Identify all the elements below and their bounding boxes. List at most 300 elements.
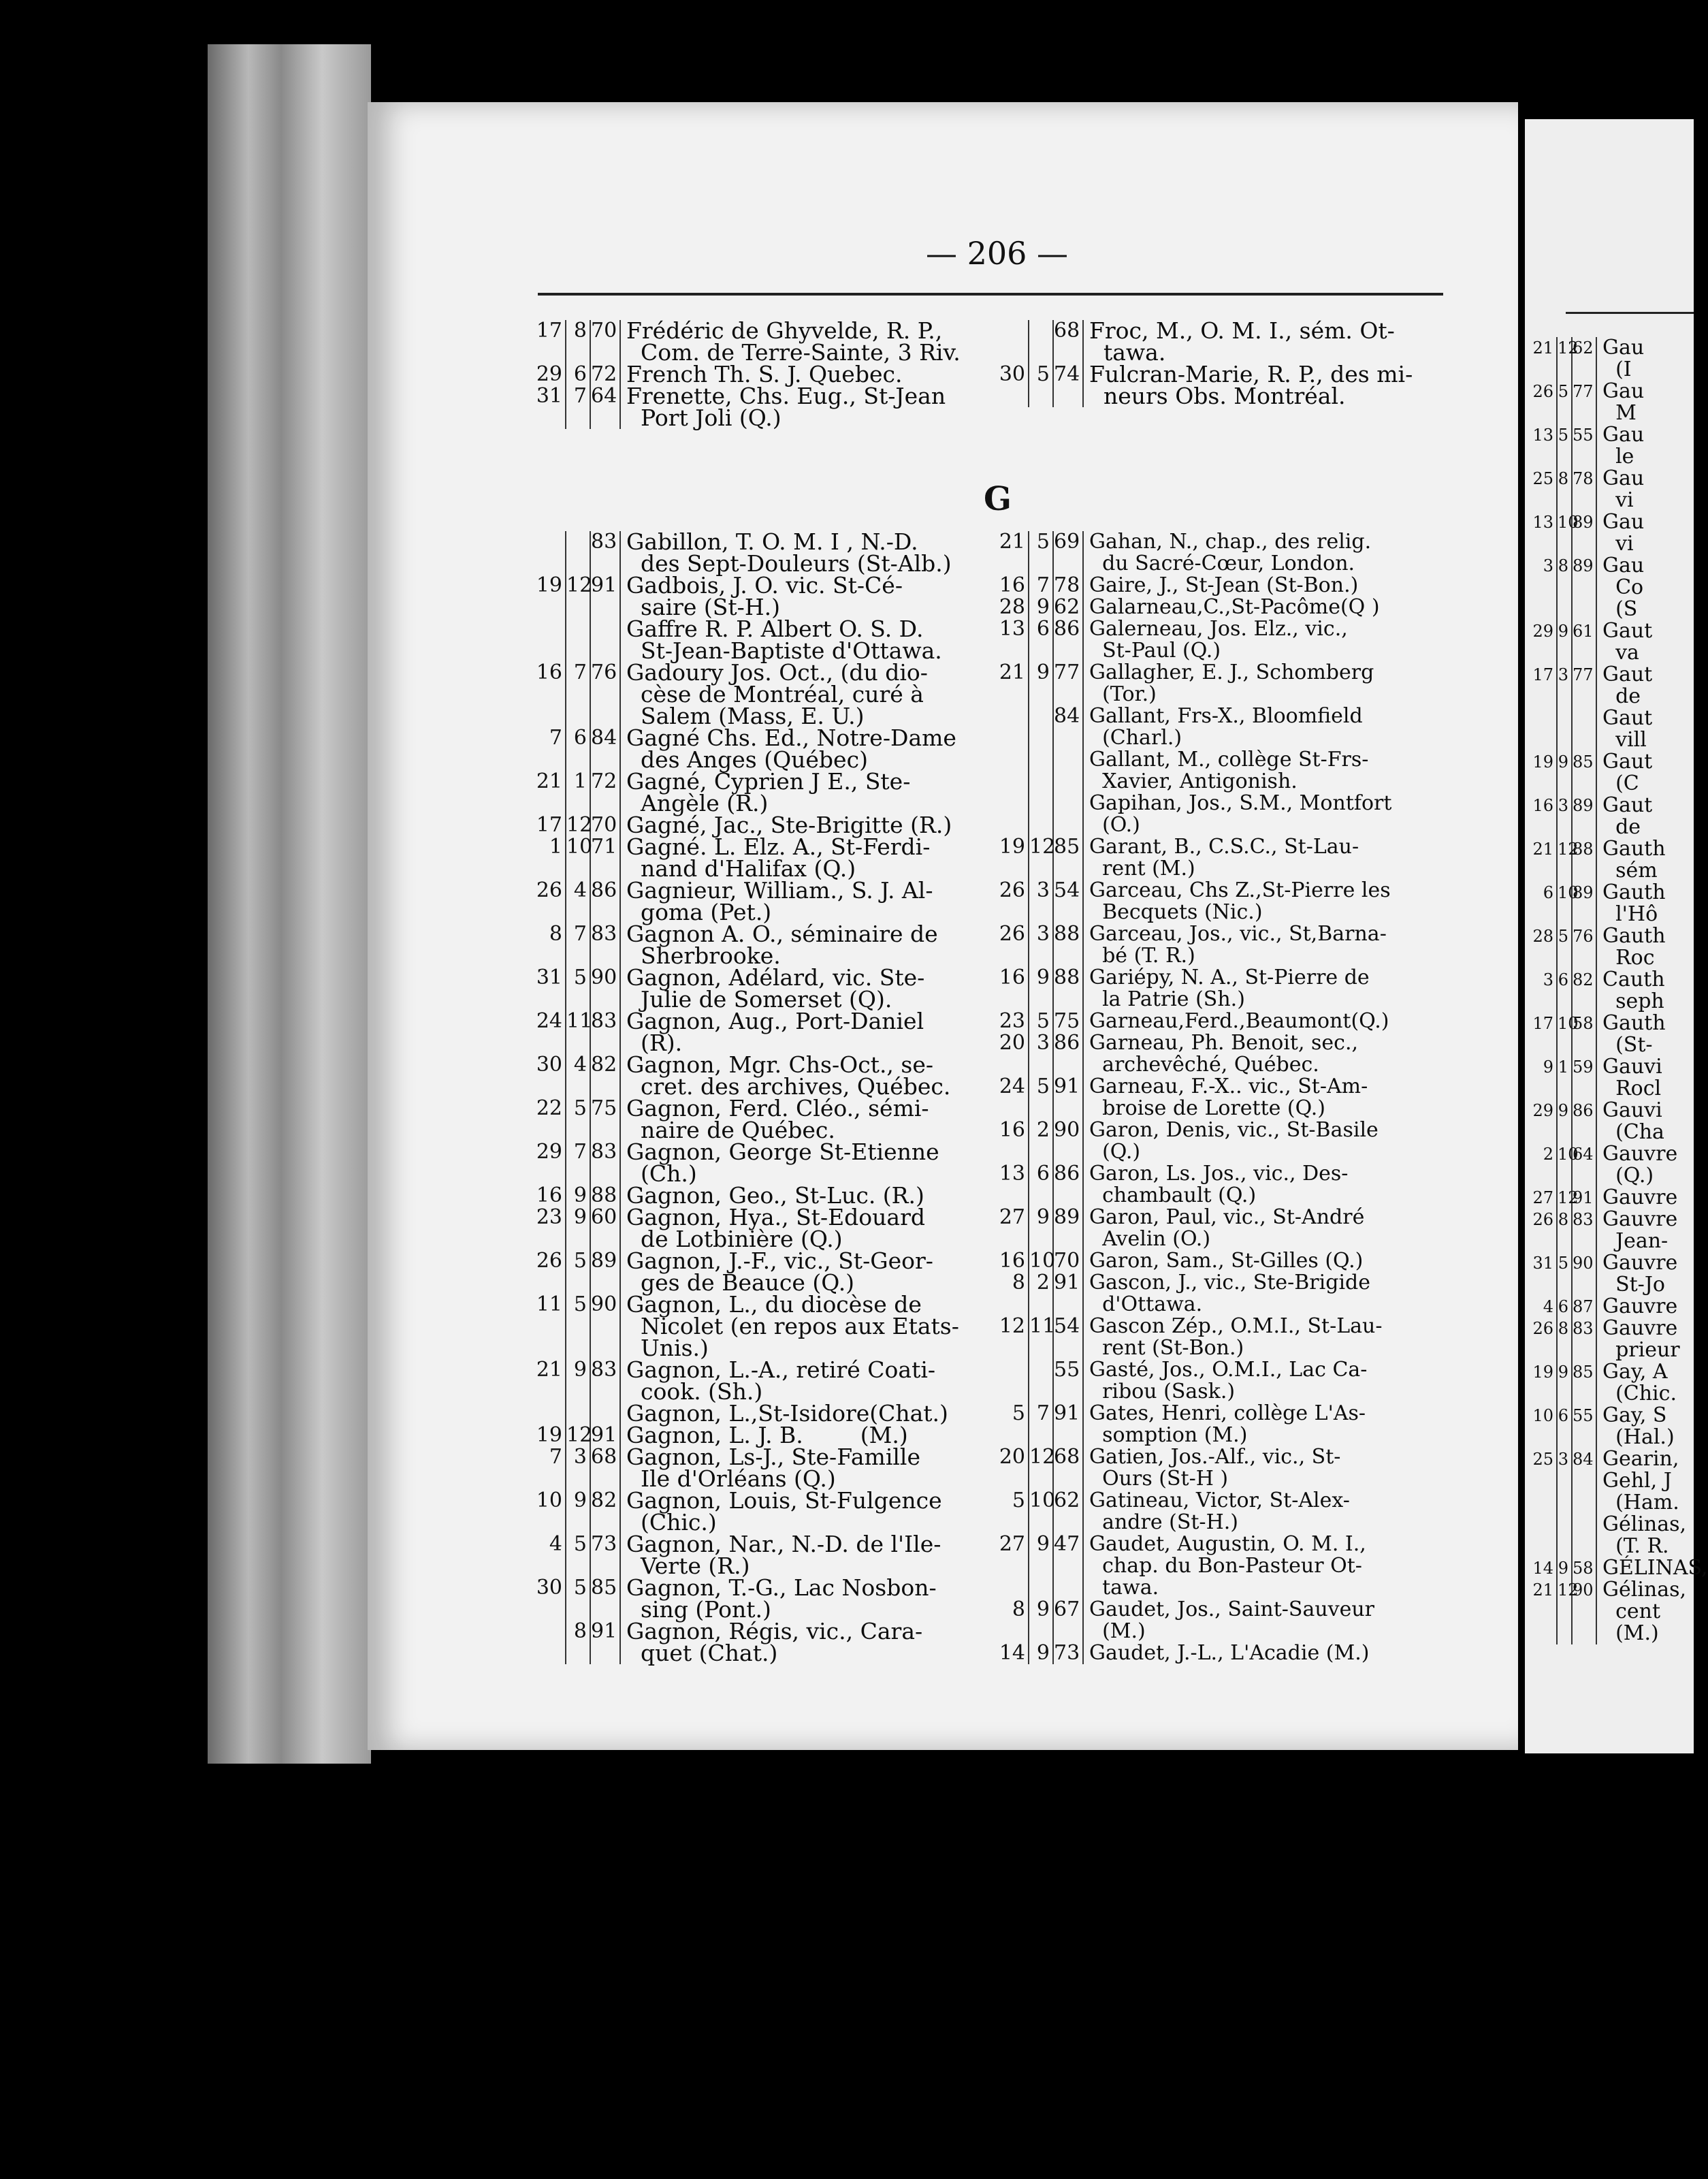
entry-year: 85: [1573, 1361, 1597, 1405]
entry-line: vi: [1602, 532, 1634, 556]
entry-text: [1597, 1557, 1708, 1579]
register-entry: [994, 749, 1391, 793]
entry-month: 9: [566, 1185, 591, 1207]
header-rule-next-page: [1566, 312, 1694, 314]
entry-year: 62: [1573, 337, 1597, 381]
entry-month: 6: [566, 727, 591, 771]
entry-line: Galerneau, Jos. Elz., vic.,: [1089, 617, 1348, 641]
entry-month: 9: [1558, 1361, 1573, 1405]
register-entry: [1532, 1318, 1708, 1361]
entry-line: (Ham.: [1602, 1491, 1679, 1514]
entry-line: Gaire, J., St-Jean (St-Bon.): [1089, 573, 1359, 597]
register-entry: [531, 727, 959, 771]
entry-line: Angèle (R.): [626, 790, 769, 816]
entry-line: Gauth: [1602, 837, 1666, 861]
entry-month: 3: [1029, 1032, 1054, 1076]
entry-text: [621, 1051, 951, 1100]
entry-text: [1084, 1250, 1363, 1272]
entry-year: 85: [1054, 836, 1084, 880]
entry-year: 78: [1054, 575, 1084, 597]
register-entry: [531, 1446, 959, 1490]
entry-day: 4: [531, 1533, 566, 1577]
entry-year: 78: [1573, 468, 1597, 511]
entry-day: 10: [1532, 1405, 1558, 1448]
entry-day: 28: [994, 597, 1029, 618]
entry-text: [621, 1446, 920, 1490]
entry-month: [1029, 320, 1054, 364]
entry-text: [621, 1204, 926, 1252]
entry-line: Xavier, Antigonish.: [1089, 769, 1298, 793]
entry-month: 9: [1558, 751, 1573, 795]
entry-text: [1597, 1514, 1686, 1557]
entry-line: chap. du Bon-Pasteur Ot-: [1089, 1554, 1362, 1578]
register-entry: [994, 662, 1391, 705]
entry-day: 29: [531, 1141, 566, 1185]
register-entry: [1532, 751, 1708, 795]
entry-text: [1084, 1272, 1370, 1316]
entry-year: 89: [591, 1250, 621, 1294]
entry-year: 73: [1054, 1642, 1084, 1664]
entry-year: [591, 618, 621, 662]
entry-text: [621, 1574, 937, 1623]
entry-line: Gay, A: [1602, 1360, 1668, 1384]
entry-line: Becquets (Nic.): [1089, 900, 1263, 924]
entry-month: 8: [566, 320, 591, 364]
entry-year: 82: [591, 1490, 621, 1533]
entry-line: Gaudet, Augustin, O. M. I.,: [1089, 1532, 1366, 1556]
entry-month: 12: [1558, 1579, 1573, 1644]
entry-text: [1597, 555, 1644, 620]
register-entry: [994, 1446, 1391, 1490]
entry-line: sém: [1602, 859, 1658, 882]
entry-text: [1084, 1119, 1379, 1163]
entry-line: Garneau, F.-X.. vic., St-Am-: [1089, 1075, 1368, 1098]
entry-line: (Q.): [1089, 1140, 1141, 1164]
entry-month: 10: [1558, 1143, 1573, 1187]
entry-line: vill: [1602, 728, 1647, 752]
entry-line: Gau: [1602, 554, 1645, 577]
entry-line: cèse de Montréal, curé à: [626, 681, 924, 707]
entry-line: Gauth: [1602, 880, 1666, 904]
entry-month: 3: [1029, 880, 1054, 923]
entry-text: [621, 923, 938, 967]
register-entry: [994, 317, 1413, 366]
entry-line: de: [1602, 684, 1641, 708]
entry-text: [1597, 1209, 1677, 1252]
entry-year: 83: [591, 1141, 621, 1185]
entry-text: [1084, 1207, 1364, 1250]
entry-day: 21: [994, 531, 1029, 575]
entry-month: 6: [1029, 618, 1054, 662]
entry-year: 85: [591, 1577, 621, 1621]
entry-line: Gagné. L. Elz. A., St-Ferdi-: [626, 833, 931, 860]
register-entry: [531, 1008, 959, 1056]
entry-line: Garon, Sam., St-Gilles (Q.): [1089, 1249, 1364, 1273]
entry-text: [1597, 925, 1666, 969]
entry-year: 70: [591, 814, 621, 836]
entry-year: [1054, 749, 1084, 793]
entry-day: 26: [531, 1250, 566, 1294]
entry-month: 5: [566, 1098, 591, 1141]
register-entry: [531, 1574, 959, 1623]
entry-line: Gauth: [1602, 1011, 1666, 1035]
entry-line: Gadbois, J. O. vic. St-Cé-: [626, 572, 903, 599]
entry-month: 6: [1558, 1405, 1573, 1448]
entry-year: 77: [1573, 381, 1597, 424]
entry-day: 3: [1532, 555, 1558, 620]
entry-line: cret. des archives, Québec.: [626, 1073, 951, 1100]
entry-line: de: [1602, 815, 1641, 839]
entry-day: 21: [1532, 1579, 1558, 1644]
entry-line: rent (M.): [1089, 857, 1195, 880]
entry-line: du Sacré-Cœur, London.: [1089, 552, 1355, 575]
register-entry: [994, 967, 1391, 1011]
entry-day: 13: [994, 618, 1029, 662]
entry-text: [1597, 1252, 1677, 1296]
entry-month: 9: [566, 1490, 591, 1533]
entry-day: 21: [531, 1359, 566, 1403]
entry-line: (St-: [1602, 1033, 1653, 1057]
entry-day: 4: [1532, 1296, 1558, 1318]
register-entry: [994, 1163, 1391, 1207]
entry-day: 19: [1532, 1361, 1558, 1405]
entry-line: Gapihan, Jos., S.M., Montfort: [1089, 791, 1392, 815]
entry-line: andre (St-H.): [1089, 1510, 1238, 1534]
register-entry: [531, 1141, 959, 1185]
entry-day: [994, 1359, 1029, 1403]
entry-day: 17: [1532, 664, 1558, 707]
entry-year: 62: [1054, 597, 1084, 618]
entry-year: 88: [1054, 967, 1084, 1011]
register-entry: [994, 705, 1391, 749]
entry-line: Gaut: [1602, 619, 1653, 643]
entry-month: 10: [1029, 1249, 1056, 1273]
entry-text: [1084, 361, 1413, 409]
register-entry: [531, 964, 959, 1013]
entry-year: 77: [1573, 664, 1597, 707]
entry-line: Gagné, Cyprien J E., Ste-: [626, 768, 911, 795]
entry-month: 12: [1558, 1188, 1579, 1207]
entry-line: Frédéric de Ghyvelde, R. P.,: [626, 317, 943, 344]
entry-line: prieur: [1602, 1338, 1680, 1362]
entry-year: 76: [591, 662, 621, 727]
entry-text: [1084, 1490, 1350, 1533]
entry-day: 19: [531, 1425, 566, 1446]
entry-text: [621, 1618, 923, 1666]
entry-day: 16: [994, 967, 1029, 1011]
entry-line: Gauth: [1602, 924, 1666, 948]
entry-text: [1084, 317, 1395, 366]
entry-day: 16: [1532, 795, 1558, 838]
entry-day: 21: [531, 771, 566, 814]
entry-day: 13: [994, 1163, 1029, 1207]
entry-text: [1597, 795, 1652, 838]
entry-text: [1597, 664, 1652, 707]
entry-day: 29: [1532, 620, 1558, 664]
entry-month: 9: [1029, 1642, 1054, 1664]
register-entry: [994, 1207, 1391, 1250]
entry-line: bé (T. R.): [1089, 944, 1195, 968]
entry-day: 26: [994, 880, 1029, 923]
entry-line: Gallagher, E. J., Schomberg: [1089, 661, 1374, 684]
entry-day: [994, 749, 1029, 793]
entry-day: 23: [994, 1011, 1029, 1032]
register-entry: [531, 1051, 959, 1100]
entry-line: Rocl: [1602, 1077, 1662, 1100]
entry-month: [1029, 793, 1054, 836]
entry-line: Gagnon, Mgr. Chs-Oct., se-: [626, 1051, 934, 1078]
register-entry: [994, 1011, 1391, 1032]
entry-day: 9: [1532, 1056, 1558, 1100]
entry-day: 19: [994, 836, 1029, 880]
entry-month: 12: [1029, 836, 1054, 880]
entry-text: [1597, 1448, 1679, 1470]
entry-year: 68: [1054, 1446, 1084, 1490]
entry-text: [621, 1533, 941, 1577]
entry-text: [1597, 838, 1666, 882]
register-entry: [994, 1250, 1391, 1272]
entry-month: 8: [1558, 468, 1573, 511]
entry-text: [621, 877, 933, 925]
entry-day: 5: [994, 1403, 1029, 1446]
register-entry: [994, 793, 1391, 836]
entry-line: Gates, Henri, collège L'As-: [1089, 1401, 1366, 1425]
entry-year: 89: [1573, 511, 1597, 555]
register-entry: [994, 1533, 1391, 1599]
register-entry: [531, 1247, 959, 1296]
register-entry: [994, 836, 1391, 880]
register-entry: [531, 833, 959, 882]
entry-line: Gagnon, Geo., St-Luc. (R.): [626, 1182, 924, 1209]
entry-line: rent (St-Bon.): [1089, 1336, 1244, 1360]
entry-line: Avelin (O.): [1089, 1227, 1211, 1251]
entry-text: [621, 528, 952, 577]
entry-year: 73: [591, 1533, 621, 1577]
entry-text: [1084, 793, 1391, 836]
entry-day: 26: [1532, 1318, 1558, 1361]
book-page-edges: [208, 44, 371, 1764]
entry-month: 10: [1029, 1490, 1054, 1533]
entry-text: [621, 618, 942, 662]
page-number: — 206 —: [926, 235, 1069, 272]
entry-line: ribou (Sask.): [1089, 1380, 1236, 1403]
entry-line: (T. R.: [1602, 1534, 1669, 1558]
register-entry: [531, 528, 959, 577]
entry-text: [621, 659, 928, 729]
entry-text: [621, 317, 961, 366]
entry-line: Gauvre: [1602, 1186, 1678, 1209]
register-entry: [1532, 1100, 1708, 1143]
entry-day: 17: [531, 320, 566, 364]
register-entry: [1532, 1514, 1708, 1557]
register-entry: [1532, 381, 1708, 424]
entry-month: [1029, 749, 1054, 793]
entry-line: nand d'Halifax (Q.): [626, 855, 856, 882]
entry-text: [1084, 1163, 1348, 1207]
entry-year: 83: [1573, 1318, 1597, 1361]
entry-day: [1532, 1514, 1558, 1557]
entry-line: Gaut: [1602, 793, 1653, 817]
entry-line: Gagnon, Aug., Port-Daniel: [626, 1008, 924, 1034]
entry-month: 5: [1558, 1252, 1573, 1296]
entry-line: Garneau, Ph. Benoit, sec.,: [1089, 1031, 1359, 1055]
entry-line: M: [1602, 401, 1637, 425]
entry-line: Gau: [1602, 379, 1645, 403]
register-entry: [1532, 664, 1708, 707]
entry-text: [1597, 511, 1644, 555]
entry-month: [1558, 707, 1573, 751]
entry-month: 3: [1029, 923, 1054, 967]
entry-day: 29: [531, 364, 566, 385]
entry-text: [1597, 1470, 1679, 1514]
entry-text: [621, 1356, 936, 1405]
entry-text: [1084, 1533, 1366, 1599]
entry-line: (Chic.): [626, 1509, 717, 1536]
entry-text: [621, 1291, 959, 1361]
entry-day: 20: [994, 1032, 1029, 1076]
entry-day: 8: [994, 1272, 1029, 1316]
register-entry: [1532, 1579, 1708, 1644]
entry-month: 10: [1558, 1013, 1573, 1056]
entry-line: broise de Lorette (Q.): [1089, 1096, 1325, 1120]
entry-text: [1597, 707, 1652, 751]
entry-line: (S: [1602, 597, 1638, 621]
entry-line: Frenette, Chs. Eug., St-Jean: [626, 383, 946, 409]
entry-month: 5: [566, 1250, 591, 1294]
entry-month: 9: [1029, 1599, 1054, 1642]
entry-line: Ile d'Orléans (Q.): [626, 1465, 836, 1492]
entry-line: Gaut: [1602, 750, 1653, 774]
entry-year: 77: [1054, 662, 1084, 705]
entry-line: Gascon, J., vic., Ste-Brigide: [1089, 1271, 1370, 1294]
entry-month: 11: [1029, 1316, 1054, 1359]
entry-line: des Anges (Québec): [626, 746, 868, 773]
entry-line: Gauvre: [1602, 1316, 1678, 1340]
register-entry: [1532, 1470, 1708, 1514]
entry-year: 60: [591, 1207, 621, 1250]
entry-month: 6: [1558, 1296, 1573, 1318]
register-entry: [1532, 511, 1708, 555]
entry-day: 22: [531, 1098, 566, 1141]
entry-line: Gauvre: [1602, 1294, 1678, 1318]
entry-year: 87: [1573, 1296, 1597, 1318]
register-entry: [994, 880, 1391, 923]
entry-year: 55: [1573, 1405, 1597, 1448]
entry-line: Ours (St-H ): [1089, 1467, 1229, 1491]
entry-day: 25: [1532, 468, 1558, 511]
entry-line: quet (Chat.): [626, 1640, 778, 1666]
entry-line: Nicolet (en repos aux Etats-: [626, 1313, 959, 1339]
entry-line: naire de Québec.: [626, 1117, 835, 1143]
register-entry: [531, 1618, 959, 1666]
entry-text: [1597, 620, 1652, 664]
register-entry: [1532, 1557, 1708, 1579]
entry-month: [566, 531, 591, 575]
entry-line: (M.): [1602, 1621, 1659, 1645]
entry-text: [1597, 468, 1644, 511]
register-entry: [1532, 1448, 1708, 1470]
entry-day: 19: [531, 575, 566, 618]
entry-line: Gascon Zép., O.M.I., St-Lau-: [1089, 1314, 1383, 1338]
entry-text: [1084, 880, 1391, 923]
entry-text: [621, 727, 956, 771]
entry-day: 26: [1532, 1209, 1558, 1252]
entry-month: 5: [1029, 364, 1054, 407]
entry-year: [1573, 1470, 1597, 1514]
entry-year: 68: [1054, 320, 1084, 364]
register-entry: [1532, 1252, 1708, 1296]
entry-line: St-Jo: [1602, 1273, 1665, 1297]
register-entry: [1532, 1361, 1708, 1405]
entry-line: Gatien, Jos.-Alf., vic., St-: [1089, 1445, 1341, 1469]
entry-month: 8: [1558, 1318, 1573, 1361]
register-entry: [531, 768, 959, 816]
entry-year: 54: [1054, 880, 1084, 923]
entry-text: [1084, 1316, 1382, 1359]
register-entry: [1532, 337, 1708, 381]
entry-text: [1084, 923, 1387, 967]
entry-text: [621, 1095, 929, 1143]
entry-line: Co: [1602, 575, 1644, 599]
entry-year: 59: [1573, 1056, 1597, 1100]
entry-year: 84: [1054, 705, 1084, 749]
entry-line: Garceau, Chs Z.,St-Pierre les: [1089, 878, 1391, 902]
entry-month: 5: [566, 1577, 591, 1621]
entry-text: [1084, 1403, 1366, 1446]
entry-day: 11: [531, 1294, 566, 1359]
entry-day: 30: [531, 1577, 566, 1621]
entry-line: Gauvi: [1602, 1055, 1662, 1079]
entry-day: 21: [1532, 337, 1558, 381]
entry-month: 12: [1029, 1446, 1054, 1490]
register-entry: [1532, 925, 1708, 969]
entry-month: 10: [566, 836, 591, 880]
entry-month: 9: [1029, 1207, 1054, 1250]
entry-month: 5: [1558, 424, 1573, 468]
entry-line: Julie de Somerset (Q).: [626, 986, 892, 1013]
entry-text: [1084, 967, 1370, 1011]
entry-line: St-Paul (Q.): [1089, 639, 1221, 663]
entry-line: Gehl, J: [1602, 1469, 1672, 1493]
entry-day: 14: [1532, 1557, 1558, 1579]
register-entry: [1532, 1143, 1708, 1187]
entry-line: (Cha: [1602, 1120, 1664, 1144]
entry-text: [621, 1141, 939, 1185]
entry-day: 6: [1532, 882, 1558, 925]
entry-day: 23: [531, 1207, 566, 1250]
register-entry: [994, 1032, 1391, 1076]
entry-line: Gaut: [1602, 663, 1653, 686]
entry-day: 28: [1532, 925, 1558, 969]
entry-year: [1054, 793, 1084, 836]
entry-day: [994, 705, 1029, 749]
entry-year: 88: [1573, 838, 1597, 882]
register-entry: [531, 923, 959, 967]
entry-year: 88: [591, 1185, 621, 1207]
entry-year: [1573, 1514, 1597, 1557]
entry-month: [1558, 1514, 1573, 1557]
entry-year: 84: [591, 727, 621, 771]
entry-day: [531, 618, 566, 662]
entry-month: 12: [1558, 337, 1573, 381]
entry-text: [1084, 1011, 1389, 1032]
entry-line: Sherbrooke.: [626, 942, 781, 969]
entry-year: [591, 1403, 621, 1425]
register-entry: [994, 923, 1391, 967]
register-entry: [994, 361, 1413, 409]
register-entry: [1532, 468, 1708, 511]
entry-line: la Patrie (Sh.): [1089, 987, 1245, 1011]
